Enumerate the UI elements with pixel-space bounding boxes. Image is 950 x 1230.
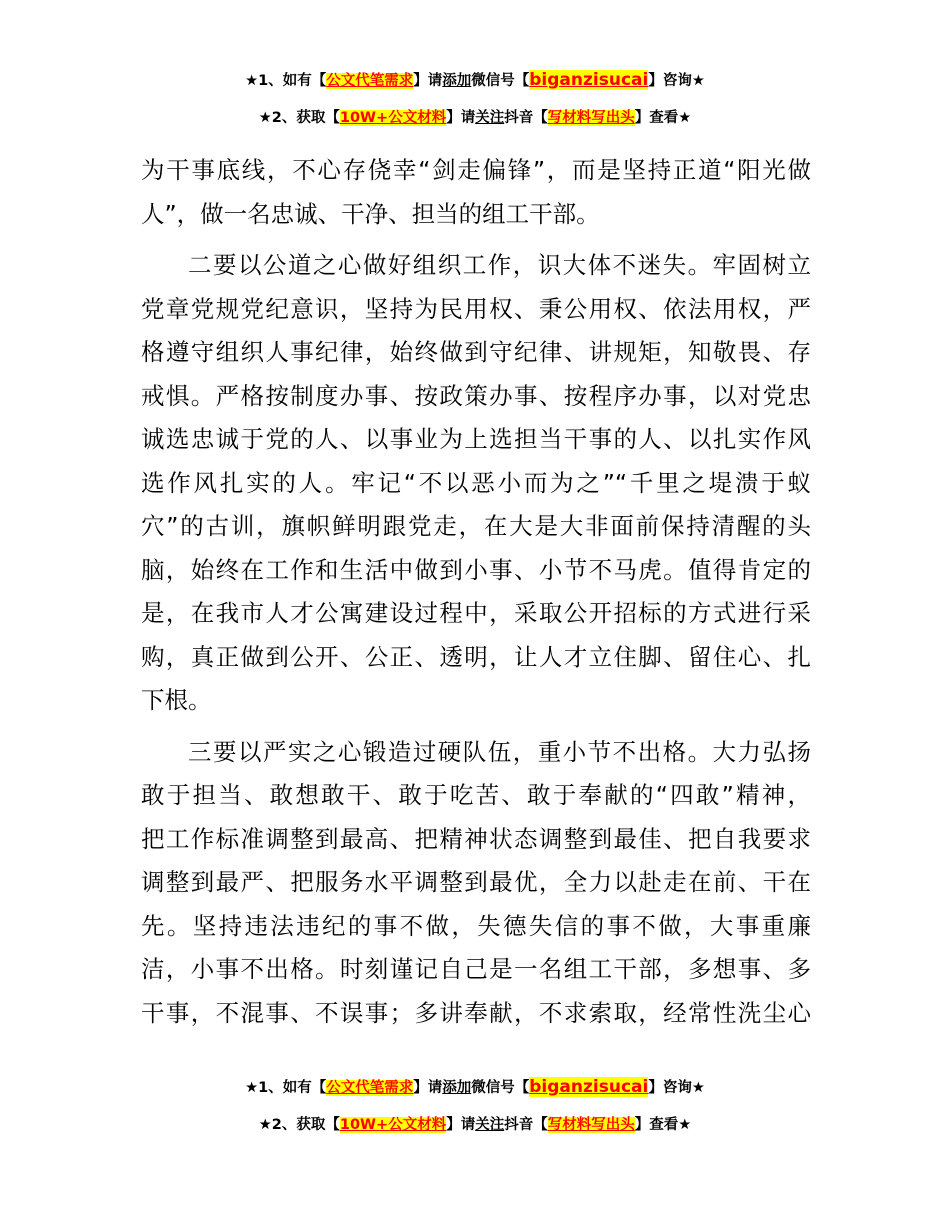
promo-prefix: ★2、获取【 — [258, 1117, 340, 1133]
text-line: 穴”的古训，旗帜鲜明跟党走，在大是大非面前保持清醒的头 — [141, 512, 811, 540]
promo-highlight-materials: 10W+公文材料 — [339, 110, 447, 126]
text-line: 为干事底线，不心存侥幸“剑走偏锋”，而是坚持正道“阳光做 — [141, 156, 811, 184]
promo-highlight-account: 写材料写出头 — [547, 1117, 635, 1133]
promo-text: 】请 — [413, 1080, 443, 1096]
promo-highlight-wechat-id: biganzisucai — [529, 1077, 649, 1097]
promo-text: 微信号【 — [471, 73, 530, 89]
footer-promo-line-2 — [0, 1115, 950, 1135]
text-line: 购，真正做到公开、公正、透明，让人才立住脚、留住心、扎 — [141, 642, 811, 671]
text-line: 是，在我市人才公寓建设过程中，采取公开招标的方式进行采 — [141, 599, 811, 627]
promo-highlight-service: 公文代笔需求 — [326, 1080, 414, 1096]
document-body — [141, 149, 811, 1035]
header-promo-line-1 — [0, 70, 950, 91]
text-line: 格遵守组织人事纪律，始终做到守纪律、讲规矩，知敬畏、存 — [141, 338, 811, 366]
text-line: 三要以严实之心锻造过硬队伍，重小节不出格。大力弘扬 — [188, 737, 811, 766]
text-line: 脑，始终在工作和生活中做到小事、小节不马虎。值得肯定的 — [141, 555, 811, 584]
paragraph-1 — [141, 149, 811, 236]
promo-text: 微信号【 — [471, 1080, 530, 1096]
text-line: 诚选忠诚于党的人、以事业为上选担当干事的人、以扎实作风 — [141, 425, 811, 453]
promo-text: 】请 — [446, 110, 476, 126]
promo-highlight-wechat-id: biganzisucai — [529, 70, 649, 90]
promo-suffix: 】咨询★ — [648, 73, 705, 89]
promo-prefix: ★1、如有【 — [245, 73, 327, 89]
text-line: 选作风扎实的人。牢记“不以恶小而为之”“千里之堤溃于蚁 — [141, 468, 811, 497]
text-line: 戒惧。严格按制度办事、按政策办事、按程序办事，以对党忠 — [141, 381, 811, 410]
text-line: 洁，小事不出格。时刻谨记自己是一名组工干部，多想事、多 — [141, 955, 811, 983]
promo-text: 抖音【 — [504, 1117, 548, 1133]
promo-text: 】请 — [413, 73, 443, 89]
promo-suffix: 】查看★ — [634, 1117, 692, 1133]
text-line: 敢于担当、敢想敢干、敢于吃苦、敢于奉献的“四敢”精神， — [141, 781, 811, 809]
paragraph-2 — [141, 244, 811, 723]
text-line: 把工作标准调整到最高、把精神状态调整到最佳、把自我要求 — [141, 824, 811, 853]
promo-highlight-service: 公文代笔需求 — [326, 73, 414, 89]
text-line: 党章党规党纪意识，坚持为民用权、秉公用权、依法用权，严 — [141, 294, 811, 323]
footer-promo-line-1 — [0, 1077, 950, 1098]
text-line: 先。坚持违法违纪的事不做，失德失信的事不做，大事重廉 — [141, 911, 811, 940]
promo-suffix: 】查看★ — [634, 110, 692, 126]
promo-underline-add: 添加 — [442, 1080, 472, 1096]
promo-highlight-materials: 10W+公文材料 — [339, 1117, 447, 1133]
text-line: 二要以公道之心做好组织工作，识大体不迷失。牢固树立 — [188, 251, 811, 279]
promo-prefix: ★1、如有【 — [245, 1080, 327, 1096]
promo-prefix: ★2、获取【 — [258, 110, 340, 126]
promo-underline-add: 添加 — [442, 73, 472, 89]
header-promo-line-2 — [0, 108, 950, 128]
promo-underline-follow: 关注 — [475, 110, 505, 126]
text-line: 干事，不混事、不误事；多讲奉献，不求索取，经常性洗尘心 — [141, 998, 811, 1027]
text-line: 人”，做一名忠诚、干净、担当的组工干部。 — [141, 199, 600, 228]
text-line: 调整到最严、把服务水平调整到最优，全力以赴走在前、干在 — [141, 868, 811, 896]
promo-underline-follow: 关注 — [475, 1117, 505, 1133]
promo-text: 抖音【 — [504, 110, 548, 126]
text-line: 下根。 — [141, 686, 212, 714]
promo-highlight-account: 写材料写出头 — [547, 110, 635, 126]
promo-suffix: 】咨询★ — [648, 1080, 705, 1096]
promo-text: 】请 — [446, 1117, 476, 1133]
paragraph-3 — [141, 731, 811, 1036]
